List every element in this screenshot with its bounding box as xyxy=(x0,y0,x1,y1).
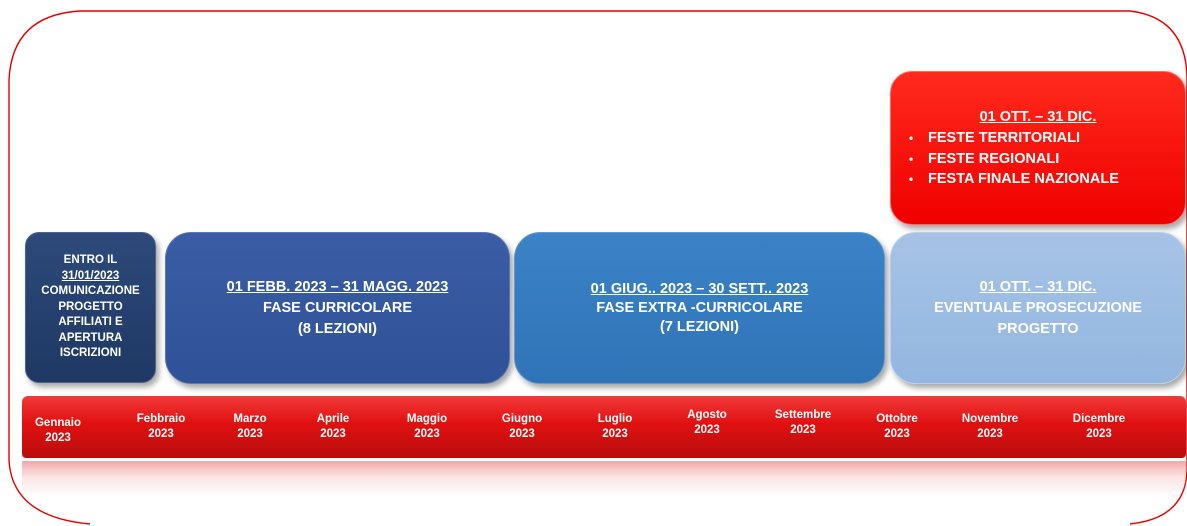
month-label xyxy=(317,412,350,442)
curricular-lessons: (8 LEZIONI) xyxy=(298,320,377,337)
month-year: 2023 xyxy=(320,428,346,440)
month-label xyxy=(35,416,81,446)
extracurricular-phase: FASE EXTRA -CURRICOLARE xyxy=(596,299,803,316)
bullet-icon: • xyxy=(909,151,914,166)
curricular-title: 01 FEBB. 2023 – 31 MAGG. 2023 xyxy=(226,278,449,295)
events-box xyxy=(890,71,1186,225)
phase-box-curricular xyxy=(165,232,510,384)
phase-box-continuation xyxy=(890,232,1186,384)
jan-line-4: PROGETTO xyxy=(58,300,123,313)
month-year: 2023 xyxy=(45,432,71,444)
months-timeline-bar xyxy=(22,396,1186,458)
month-label xyxy=(876,412,918,442)
month-name: Ottobre xyxy=(876,413,918,425)
month-label xyxy=(962,412,1018,442)
month-name: Maggio xyxy=(406,413,448,425)
events-item-label: FESTA FINALE NAZIONALE xyxy=(928,171,1119,187)
continuation-line-3: PROGETTO xyxy=(997,320,1079,337)
month-label xyxy=(775,408,831,438)
month-year: 2023 xyxy=(694,424,720,436)
month-label xyxy=(502,412,542,442)
extracurricular-lessons: (7 LEZIONI) xyxy=(660,318,739,335)
month-name: Giugno xyxy=(501,413,543,425)
month-year: 2023 xyxy=(790,424,816,436)
month-name: Dicembre xyxy=(1072,413,1126,425)
month-label xyxy=(687,408,727,438)
events-item-label: FESTE TERRITORIALI xyxy=(928,130,1080,146)
phase-box-extracurricular xyxy=(514,232,885,384)
extracurricular-title: 01 GIUG.. 2023 – 30 SETT.. 2023 xyxy=(590,280,809,297)
events-item-label: FESTE REGIONALI xyxy=(928,150,1060,167)
month-year: 2023 xyxy=(602,428,628,440)
month-name: Gennaio xyxy=(34,417,82,429)
month-year: 2023 xyxy=(414,428,440,440)
month-name: Marzo xyxy=(233,413,267,425)
jan-date: 31/01/2023 xyxy=(61,269,120,282)
jan-line-3: COMUNICAZIONE xyxy=(41,285,140,298)
continuation-title: 01 OTT. – 31 DIC. xyxy=(979,278,1097,295)
events-list xyxy=(909,128,1119,190)
bullet-icon: • xyxy=(909,131,914,145)
month-label xyxy=(137,412,186,442)
month-label xyxy=(407,412,447,442)
jan-line-7: ISCRIZIONI xyxy=(59,347,122,360)
jan-line-5: AFFILIATI E xyxy=(58,316,123,329)
events-title: 01 OTT. – 31 DIC. xyxy=(979,108,1097,125)
events-list-item xyxy=(909,128,1119,149)
month-year: 2023 xyxy=(237,428,263,440)
month-year: 2023 xyxy=(977,428,1003,440)
month-year: 2023 xyxy=(509,428,535,440)
curricular-phase: FASE CURRICOLARE xyxy=(262,299,413,316)
events-list-item xyxy=(909,169,1119,190)
month-year: 2023 xyxy=(148,428,174,440)
timeline-reflection xyxy=(22,461,1186,497)
month-name: Luglio xyxy=(597,413,633,425)
events-list-item xyxy=(909,149,1119,170)
phase-box-january xyxy=(25,232,156,383)
jan-line-1: ENTRO IL xyxy=(63,254,118,267)
bullet-icon: • xyxy=(909,172,914,186)
continuation-line-2: EVENTUALE PROSECUZIONE xyxy=(934,299,1142,316)
month-label xyxy=(233,412,266,442)
jan-line-6: APERTURA xyxy=(58,331,123,344)
month-name: Agosto xyxy=(687,409,727,421)
month-name: Novembre xyxy=(961,413,1019,425)
month-year: 2023 xyxy=(884,428,910,440)
month-name: Settembre xyxy=(774,409,832,421)
month-name: Febbraio xyxy=(136,413,186,425)
month-label xyxy=(1073,412,1125,442)
month-label xyxy=(598,412,633,442)
month-year: 2023 xyxy=(1086,428,1112,440)
month-name: Aprile xyxy=(316,413,350,425)
